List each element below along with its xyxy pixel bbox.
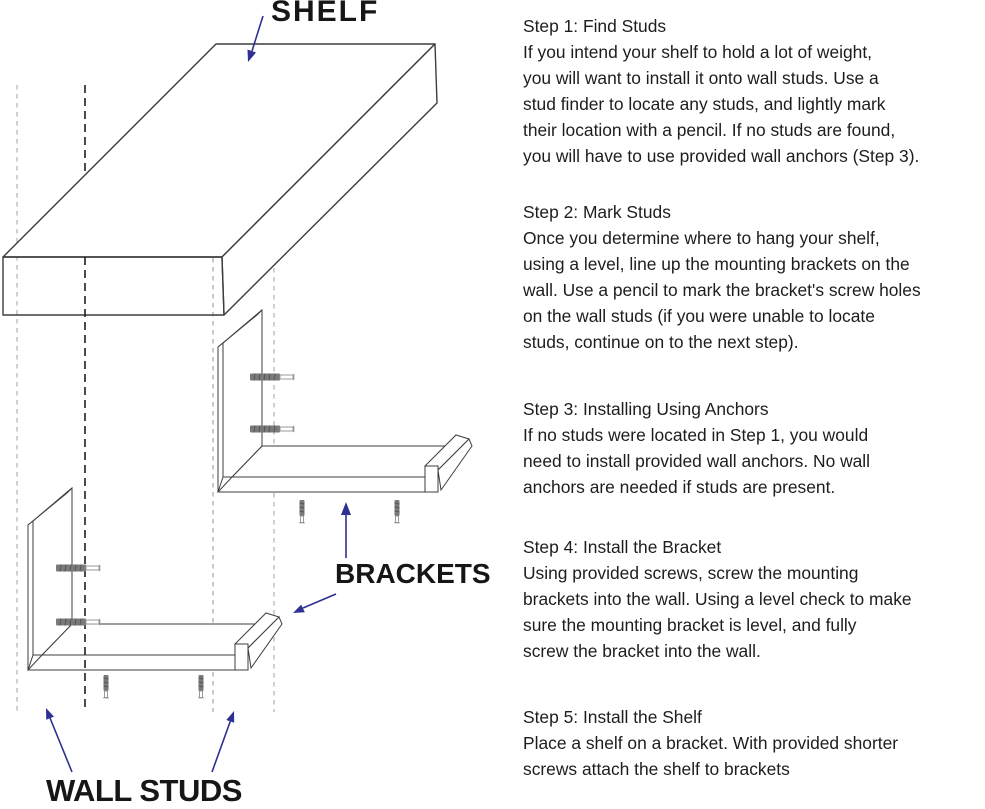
step-2 xyxy=(523,199,985,355)
brackets-label: BRACKETS xyxy=(335,558,491,589)
screw-icon xyxy=(198,675,204,698)
step-title: Step 1: Find Studs xyxy=(523,16,667,36)
step-line: their location with a pencil. If no studs are found, xyxy=(523,120,896,140)
step-4 xyxy=(523,534,985,664)
step-title: Step 2: Mark Studs xyxy=(523,202,671,222)
screw-icon xyxy=(56,565,100,572)
brackets-arrowhead-up-icon xyxy=(341,502,351,515)
step-line: studs, continue on to the next step). xyxy=(523,332,799,352)
wall-studs-arrowhead-right-icon xyxy=(226,711,234,723)
step-line: If you intend your shelf to hold a lot of weight, xyxy=(523,42,872,62)
shelf-front-face xyxy=(3,257,224,315)
step-line: using a level, line up the mounting brackets on the xyxy=(523,254,910,274)
bracket-lower xyxy=(28,488,282,670)
wall-studs-arrowhead-left-icon xyxy=(46,708,54,720)
step-3 xyxy=(523,396,985,500)
screw-icon xyxy=(250,374,294,381)
wall-studs-label: WALL STUDS xyxy=(46,773,242,808)
step-line: wall. Use a pencil to mark the bracket's screw holes xyxy=(523,280,921,300)
screw-icon xyxy=(394,500,400,523)
step-line: screw the bracket into the wall. xyxy=(523,641,761,661)
brackets-arrow-left xyxy=(303,594,336,608)
step-line: brackets into the wall. Using a level check to make xyxy=(523,589,912,609)
screw-icon xyxy=(250,426,294,433)
wall-studs-arrow-left xyxy=(50,718,72,772)
step-title: Step 4: Install the Bracket xyxy=(523,537,722,557)
bracket-upper xyxy=(218,310,472,492)
shelf-drawing xyxy=(3,44,437,315)
step-line: you will want to install it onto wall studs. Use a xyxy=(523,68,879,88)
step-title: Step 5: Install the Shelf xyxy=(523,707,702,727)
screw-icon xyxy=(299,500,305,523)
brackets-arrowhead-left-icon xyxy=(293,605,305,613)
instruction-steps xyxy=(523,0,985,782)
step-line: stud finder to locate any studs, and lightly mark xyxy=(523,94,886,114)
shelf-label: SHELF xyxy=(271,0,380,28)
step-line: you will have to use provided wall anchors (Step 3). xyxy=(523,146,920,166)
step-line: on the wall studs (if you were unable to locate xyxy=(523,306,875,326)
step-line: sure the mounting bracket is level, and fully xyxy=(523,615,857,635)
step-title: Step 3: Installing Using Anchors xyxy=(523,399,769,419)
step-line: Using provided screws, screw the mounting xyxy=(523,563,859,583)
step-line: Once you determine where to hang your shelf, xyxy=(523,228,880,248)
step-line: anchors are needed if studs are present. xyxy=(523,477,836,497)
step-5 xyxy=(523,704,985,782)
step-line: screws attach the shelf to brackets xyxy=(523,759,790,779)
step-line: need to install provided wall anchors. No wall xyxy=(523,451,871,471)
step-1 xyxy=(523,13,985,169)
screw-icon xyxy=(103,675,109,698)
step-line: Place a shelf on a bracket. With provided shorter xyxy=(523,733,899,753)
step-line: If no studs were located in Step 1, you would xyxy=(523,425,869,445)
wall-studs-arrow-right xyxy=(212,721,230,772)
